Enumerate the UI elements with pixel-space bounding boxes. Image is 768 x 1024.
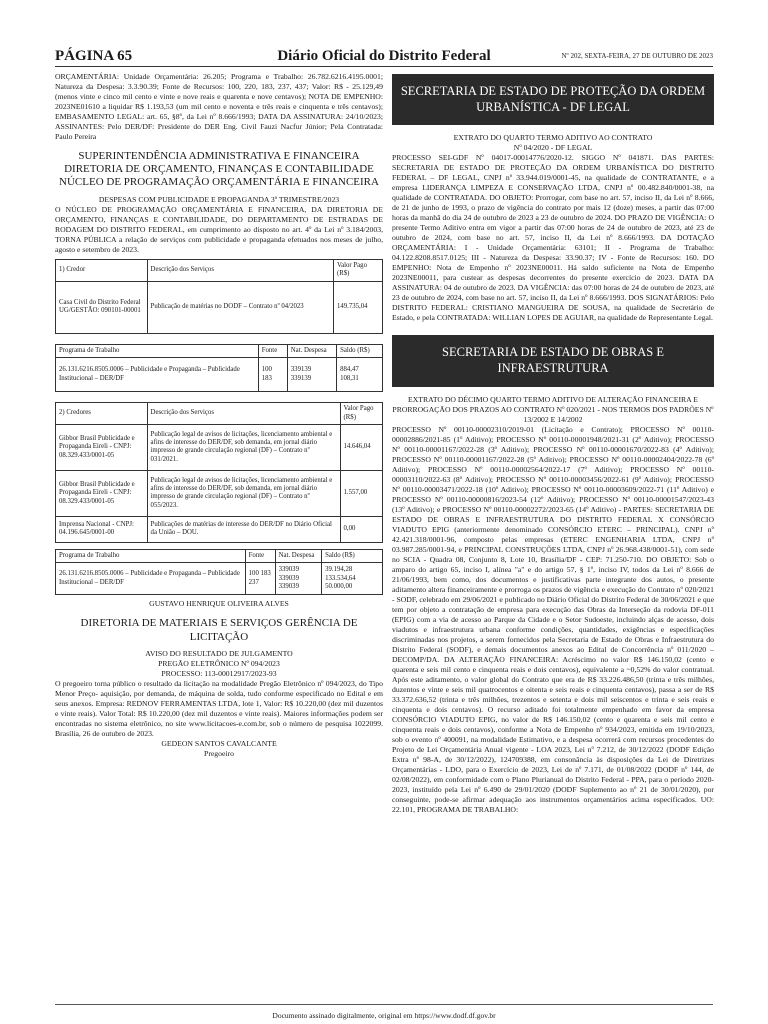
section-subtitle: EXTRATO DO QUARTO TERMO ADITIVO AO CONTRATO (453, 133, 653, 143)
section-paragraph: O pregoeiro torna público o resultado da licitação na modalidade Pregão Eletrônico nº 094/2023, do Tipo Menor Preço- aquisição, por demanda, de máquina de solda, tudo conforme especificado no Edital e em seus anexos. Empresa: REDNOV FERRAMENTAS LTDA, lote 1, Valor: R$ 10.220,00 (dez mil duzentos e vinte reais). Valor Total: R$ 10.220,00 (dez mil duzentos e vinte reais). Maiores informações podem ser encontradas no sistema eletrônico, no site www.licitacoes-e.com.br, sob o número de pesquisa 1022099. Brasília, 26 de outubro de 2023. (55, 678, 383, 738)
table-header: Programa de Trabalho (56, 344, 259, 357)
credores-table-2 (55, 402, 383, 543)
signatory-role: Pregoeiro (204, 748, 234, 758)
section-banner-obras: SECRETARIA DE ESTADO DE OBRAS E INFRAESTRUTURA (392, 335, 714, 386)
section-paragraph: PROCESSO Nº 00110-00002310/2019-01 (Licitação e Contrato); PROCESSO Nº 00110-00002886/2021-85 (1º Aditivo); PROCESSO Nº 00110-00001948/2021-31 (2º Aditivo); PROCESSO Nº 00110-00001167/2022-28 (3º Aditivo); PROCESSO Nº 00110-00001670/2022-83 (4º Aditivo); PROCESSO Nº 00110-00001167/2022-28 (5º Aditivo); PROCESSO Nº 00110-00002404/2022-78 (6º Aditivo); PROCESSO Nº 00110-00002564/2022-17 (7º Aditivo); PROCESSO Nº 00110-00003110/2022-63 (8º Aditivo); PROCESSO Nº 00110-00003456/2022-61 (9º Aditivo); PROCESSO Nº 00110-00003471/2022-18 (10º Aditivo); PROCESSO Nº 00110-00003609/2022-71 (11º Aditivo) e PROCESSO Nº 00110-00000816/2023-54 (12º Aditivo); PROCESSO Nº 00110-00001547/2023-43 (13º Aditivo); e PROCESSO Nº 00110-00002272/2023-65 (14º Aditivo) - PARTES: SECRETARIA DE ESTADO DE OBRAS E INFRAESTRUTURA DO DISTRITO FEDERAL X CONSÓRCIO VIADUTO EPIG (anteriormente denominado CONSÓRCIO ETERC – PRINCIPAL), CNPJ nº 42.421.318/0001-96, composto pelas empresas (ETERC ENGENHARIA LTDA, CNPJ nº 03.987.285/0001-94, e PRINCIPAL CONSTRUÇÕES LTDA, CNPJ nº 26.968.438/0001-51), com sede no SCIA - Quadra 08, Conjunto 8, Lote 10, Brasília/DF - CEP: 71.250-710. DO OBJETO: Sob o amparo do artigo 65, inciso I, alínea "a" e do artigo 57, § 1º, inciso IV, todos da Lei nº 8.666 de 21/06/1993, bem como, dos documentos e justificativas parte integrante dos autos, o presente aditamento altera financeiramente e prorroga os prazos de vigência e execução do Contrato nº 020/2021 - SODF, celebrado em 29/06/2021 e publicado no Diário Oficial do Distrito Federal de 30/06/2021 e que tem por objeto a contratação de empresa para execução das Obras da Interseção da rodovia DF-011 (EPIG) com a via de acesso ao Parque da Cidade e o Setor Sudoeste, incluindo alças de acesso, dois viadutos e infraestrutura urbana conforme condições, quantidades, exigências e especificações discriminadas nos projetos, a serem fornecidos pela Secretaria de Estado de Obras e Infraestrutura do Distrito Federal (SODF), e demais documentos anexos ao Edital de Concorrência nº 011/2020 – DECOMP/DA. DA ALTERAÇÃO FINANCEIRA: Acréscimo no valor R$ 146.150,02 (cento e quarenta e seis mil cento e cinquenta reais e dois centavos), equivalente a ~0,52% do valor contratual. Após este aditamento, o valor global do Contrato que era de R$ 33.226.486,50 (trinta e três milhões, duzentos e vinte e seis mil quatrocentos e oitenta e seis reais e cinquenta centavos), passa a ser de R$ 33.372.636,52 (trinta e três milhões, trezentos e setenta e dois mil seiscentos e trinta e seis reais e cinquenta e dois centavos). O recurso aditado foi totalmente empenhado em favor da empresa CONSÓRCIO VIADUTO EPIG, no valor de R$ 146.150,02 (cento e quarenta e seis mil cento e cinquenta reais e dois centavos), conforme a Nota de Empenho nº 934/2023, emitida em 19/10/2023, sob o evento nº 400091, na modalidade Estimativo, e a despesa ocorrerá com recursos procedentes do Projeto de Lei Orçamentária Anual vigente - LOA 2023, Lei nº 7.212, de 30/12/2022 (DODF Edição Extra nº 98-A, de 30/12/2022), 124709388, em consonância às disposições da Lei de Diretrizes Orçamentárias - LDO, para o Exercício de 2023, Lei de nº 7.171, de 01/08/2022 (DODF nº 144, de 02/08/2022), em conformidade com o Plano Plurianual do Distrito Federal - PPA, para o período 2020-2023, instituído pela Lei nº 6.490 de 29/01/2020 (DODF Suplemento ao nº 21 de 30/01/2020), por conseguinte, pode-se afirmar adequação aos instrumentos orçamentários acima especificados. UO: 22.101, PROGRAMA DE TRABALHO: (392, 424, 714, 814)
table-row (56, 563, 383, 595)
table-header: Nat. Despesa (287, 344, 336, 357)
section-banner-df-legal: SECRETARIA DE ESTADO DE PROTEÇÃO DA ORDEM URBANÍSTICA - DF LEGAL (392, 74, 714, 125)
table-cell: Publicações de matérias de interesse do DER/DF no Diário Oficial da União – DOU. (147, 516, 340, 542)
section-subtitle: EXTRATO DO DÉCIMO QUARTO TERMO ADITIVO DE ALTERAÇÃO FINANCEIRA E PRORROGAÇÃO DOS PRAZOS AO CONTRATO Nº 020/2021 - NOS TERMOS DOS PADRÕES Nº 13/2002 E 14/2002 (392, 394, 714, 424)
table-cell: Publicação legal de avisos de licitações, licenciamento ambiental e afins de interesse do DER/DF, sob demanda, em jornal diário impresso de grande circulação regional (DF) – Contrato nº 031/2021. (147, 424, 340, 470)
table-cell: 39.194,28 133.534,64 50.000,00 (322, 563, 383, 595)
table-header: Descrição dos Serviços (147, 259, 333, 281)
table-row (56, 516, 383, 542)
table-header: Valor Pago (R$) (340, 403, 383, 425)
table-header: Fonte (245, 549, 275, 562)
table-header: Saldo (R$) (337, 344, 383, 357)
table-cell: Casa Civil do Distrito Federal UG/GESTÃO: 090101-00001 (56, 281, 148, 333)
table-cell: Gibbor Brasil Publicidade e Propaganda Eireli - CNPJ: 08.329.433/0001-05 (56, 470, 148, 516)
section-paragraph: O NÚCLEO DE PROGRAMAÇÃO ORÇAMENTÁRIA E FINANCEIRA, DA DIRETORIA DE ORÇAMENTO, FINANÇAS E CONTABILIDADE, DO DEPARTAMENTO DE ESTRADAS DE RODAGEM DO DISTRITO FEDERAL, em cumprimento ao disposto no art. 4º da Lei nº 3.184/2003, TORNA PÚBLICA a relação de serviços com publicidade e propaganda efetuados nos meses de julho, agosto e setembro de 2023. (55, 204, 383, 254)
intro-paragraph: ORÇAMENTÁRIA: Unidade Orçamentária: 26.205; Programa e Trabalho: 26.782.6216.4195.0001; Natureza da Despesa: 3.3.90.39; Fonte de Recursos: 100, 220, 183, 237, 437; Valor: R$ - 25.129,49 (menos vinte e cinco mil cento e vinte e nove reais e quarenta e nove centavos); NOTA DE EMPENHO: 2023NE01610 a liquidar R$ 1.193,53 (um mil cento e noventa e três reais e cinquenta e três centavos); EMBASAMENTO LEGAL: art. 65, §8º, da Lei nº 8.666/1993; DATA DA ASSINATURA: 24/10/2023; ASSINANTES: Pelo DER/DF: Presidente do DER Eng. Civil Fauzi Nacfur Júnior; Pela Contratada: Paulo Pereira (55, 72, 383, 141)
page-footer: Documento assinado digitalmente, original em https://www.dodf.df.gov.br (272, 1011, 496, 1020)
left-column (55, 72, 383, 979)
table-header: 2) Credores (56, 403, 148, 425)
section-subtitle: AVISO DO RESULTADO DE JULGAMENTO (145, 648, 293, 658)
table-row (56, 358, 383, 392)
table-header: Fonte (258, 344, 287, 357)
table-header: Programa de Trabalho (56, 549, 246, 562)
signatory-name: GUSTAVO HENRIQUE OLIVEIRA ALVES (149, 599, 289, 609)
page-number: PÁGINA 65 (55, 48, 133, 64)
section-subtitle: Nº 04/2020 - DF LEGAL (513, 143, 593, 153)
credor-table-1 (55, 259, 383, 334)
table-cell: Gibbor Brasil Publicidade e Propaganda Eireli - CNPJ: 08.329.433/0001-05 (56, 424, 148, 470)
edition-date: Nº 202, SEXTA-FEIRA, 27 DE OUTUBRO DE 2023 (561, 52, 713, 60)
right-column (392, 72, 714, 979)
programa-table-1 (55, 344, 383, 392)
section-title-materiais: DIRETORIA DE MATERIAIS E SERVIÇOS GERÊNCIA DE LICITAÇÃO (80, 617, 358, 643)
table-cell: Publicação legal de avisos de licitações, licenciamento ambiental e afins de interesse do DER/DF, sob demanda, em jornal diário impresso de grande circulação regional (DF) – Contrato nº 055/2023. (147, 470, 340, 516)
table-cell: 0,00 (340, 516, 383, 542)
table-cell: 149.735,04 (333, 281, 382, 333)
table-cell: 339139 339139 (287, 358, 336, 392)
table-row (56, 470, 383, 516)
table-cell: 14.646,04 (340, 424, 383, 470)
table-cell: 26.131.6216.8505.0006 – Publicidade e Propaganda – Publicidade Institucional – DER/DF (56, 563, 246, 595)
signatory-name: GEDEON SANTOS CAVALCANTE (161, 738, 277, 748)
table-header: 1) Credor (56, 259, 148, 281)
programa-table-2 (55, 549, 383, 595)
table-cell: Imprensa Nacional - CNPJ: 04.196.645/0001-00 (56, 516, 148, 542)
section-subtitle: PREGÃO ELETRÔNICO Nº 094/2023 (158, 658, 280, 668)
table-header: Valor Pago (R$) (333, 259, 382, 281)
table-cell: 26.131.6216.8505.0006 – Publicidade e Propaganda – Publicidade Institucional – DER/DF (56, 358, 259, 392)
section-subtitle: PROCESSO: 113-00012917/2023-93 (161, 668, 277, 678)
table-row (56, 281, 383, 333)
footer-divider (55, 1004, 713, 1005)
section-paragraph: PROCESSO SEI-GDF Nº 04017-00014776/2020-12. SIGGO Nº 041871. DAS PARTES: SECRETARIA DE ESTADO DE PROTEÇÃO DA ORDEM URBANÍSTICA DO DISTRITO FEDERAL – DF LEGAL, CNPJ nº 33.944.019/0001-45, na qualidade de CONTRATANTE, e a empresa LIDERANÇA LIMPEZA E CONSERVAÇÃO LTDA, CNPJ nº 00.482.840/0001-38, na qualidade de CONTRATADA. DO OBJETO: Prorrogar, com base no art. 57, inciso II, da Lei nº 8.666, de 21 de junho de 1993, o prazo de vigência do contrato por mais 12 (doze) meses, a partir das 07:00 horas da manhã do dia 24 de outubro de 2023 a 23 de outubro de 2024. DO PRAZO DE VIGÊNCIA: O presente Termo Aditivo entra em vigor a partir das 07:00 horas de 24 de outubro de 2023, até 23 de outubro de 2024, com base no art. 57, inciso II, da Lei nº 8.666/1993. DA DOTAÇÃO ORÇAMENTÁRIA: I - Unidade Orçamentária: 63101; II - Programa de Trabalho: 04.122.8208.8517.0125; III - Natureza da Despesa: 33.90.37; IV - Fonte de Recursos: 160. DO EMPENHO: Nota de Empenho nº 2023NE00011. Há saldo suficiente na Nota de Empenho 2023NE00011, para custear as despesas decorrentes do presente exercício de 2023. DATA DA ASSINATURA: 04 de outubro de 2023. DA VIGÊNCIA: das 07:00 horas de 24 de outubro de 2023, até 23 de outubro de 2024, com base no art. 57, inciso II, da Lei nº 8.666/1993. DOS SIGNATÁRIOS: Pelo DISTRITO FEDERAL: CRISTIANO MANGUEIRA DE SOUSA, na qualidade de Secretário de Estado, e pela CONTRATADA: WILLIAN LOPES DE AGUIAR, na qualidade de Representante Legal. (392, 153, 714, 323)
section-subtitle: DESPESAS COM PUBLICIDADE E PROPAGANDA 3º TRIMESTRE/2023 (98, 194, 340, 204)
table-cell: 1.557,00 (340, 470, 383, 516)
table-cell: 884,47 108,31 (337, 358, 383, 392)
section-title-superintendencia: SUPERINTENDÊNCIA ADMINISTRATIVA E FINANCEIRA DIRETORIA DE ORÇAMENTO, FINANÇAS E CONTABILIDADE NÚCLEO DE PROGRAMAÇÃO ORÇAMENTÁRIA E FINANCEIRA (59, 150, 379, 189)
table-cell: Publicação de matérias no DODF – Contrato nº 04/2023 (147, 281, 333, 333)
table-row (56, 424, 383, 470)
table-cell: 339039 339039 339039 (275, 563, 322, 595)
table-header: Descrição dos Serviços (147, 403, 340, 425)
publication-title: Diário Oficial do Distrito Federal (277, 48, 491, 64)
page-header (55, 48, 713, 67)
table-header: Saldo (R$) (322, 549, 383, 562)
table-cell: 100 183 (258, 358, 287, 392)
table-cell: 100 183 237 (245, 563, 275, 595)
table-header: Nat. Despesa (275, 549, 322, 562)
